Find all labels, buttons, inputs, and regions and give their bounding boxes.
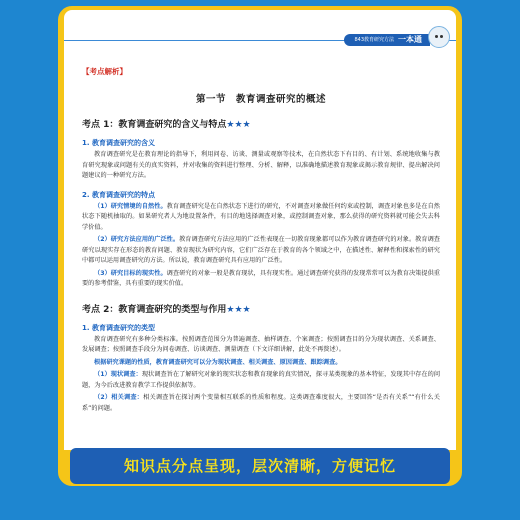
kp1-feature2 (82, 235, 440, 267)
kp1-sub2: 2. 教育调查研究的特点 (82, 190, 155, 199)
kp1-feature1 (82, 202, 440, 234)
bottom-strip (0, 492, 520, 520)
book-tag (344, 34, 430, 46)
book-tag-small: 843教育研究方法 (354, 37, 394, 43)
page-header (64, 36, 456, 46)
type2-text: 相关调查旨在探讨两个变量相互联系的性质和程度。这类调查难度很大，主要回答“是否有关系”“有什么关系”的问题。 (82, 394, 440, 412)
type2-label: （2）相关调查： (94, 394, 144, 401)
kp2-type1 (82, 370, 440, 391)
kp1-star-icon: ★★★ (226, 120, 251, 130)
kp2-type2 (82, 393, 440, 414)
kp2-para1: 教育调查研究有多种分类标准。按照调查范围分为普遍调查、抽样调查、个案调查；按照调查目的分为现状调查、关系调查、发展调查；按照调查手段分为问卷调查、访谈调查、测量调查（下文详细讲解，此处不再赘述）。 (82, 335, 440, 353)
kp1-title-text: 考点 1：教育调查研究的含义与特点 (82, 120, 227, 130)
kp1-title (82, 117, 440, 130)
mascot-icon (428, 26, 450, 48)
section-title: 第一节 教育调查研究的概述 (195, 94, 326, 105)
feature1-label: （1）研究情境的自然性。 (94, 202, 167, 210)
type1-text: 现状调查旨在了解研究对象的现实状态和教育现象的真实情况，探寻某类现象的基本特征，发现其中存在的问题，为今后改进教育教学工作提供依据等。 (82, 371, 441, 389)
feature3-label: （3）研究目标的现实性。 (94, 269, 167, 277)
kp2-sub1: 1. 教育调查研究的类型 (82, 323, 155, 332)
feature2-label: （2）研究方法应用的广泛性。 (94, 236, 180, 243)
kp2-star-icon: ★★★ (226, 304, 251, 315)
analysis-label: 【考点解析】 (82, 67, 127, 76)
book-page (64, 10, 456, 450)
kp2-note: 根据研究课题的性质，教育调查研究可以分为现状调查、相关调查、原因调查、跟踪调查。 (94, 358, 342, 366)
page-content (82, 66, 440, 414)
feature1-text: 教育调查研究是在自然状态下进行的研究，不对调查对象做任何约束或控制，调查对象也多是在自然状态下随机抽取的。如果研究者人为地设置条件，有目的地选择调查对象，或控制调查对象，那么获得的研究资料就可能会失去科学价值。 (82, 202, 440, 231)
kp2-title-text: 考点 2：教育调查研究的类型与作用 (82, 304, 227, 315)
kp1-feature3 (82, 269, 440, 290)
book-tag-big: 一本通 (398, 35, 422, 44)
kp1-para1: 教育调查研究是在教育理论的指导下，利用问卷、访谈、测量或观察等技术，在自然状态下有目的、有计划、系统地收集与教育研究现象或问题有关的真实资料，并对收集的资料进行整理、分析、解释，以准确地描述教育现象或揭示教育规律、提出解决问题建议的一种研究方法。 (82, 151, 440, 179)
type1-label: （1）现状调查： (94, 371, 142, 378)
promo-banner: 知识点分点呈现，层次清晰，方便记忆 (70, 448, 450, 484)
kp2-title (82, 302, 440, 315)
feature2-text: 教育调查研究方法应用的广泛性表现在一切教育现象都可以作为教育调查研究的对象。教育调查研究以现实存在形态的教育问题、教育现状为研究内容，它们广泛存在于教育的各个领域之中，在描述性、解释性和探索性的研究中都可以运用调查研究的方法。所以说，教育调查研究具有应用的广泛性。 (82, 236, 440, 264)
feature3-text: 调查研究的对象一般是教育现状，具有现实性。通过调查研究获得的发现常常可以为教育决策提供重要的参考借鉴，具有重要的现实价值。 (82, 269, 440, 287)
kp1-sub1: 1. 教育调查研究的含义 (82, 139, 155, 147)
